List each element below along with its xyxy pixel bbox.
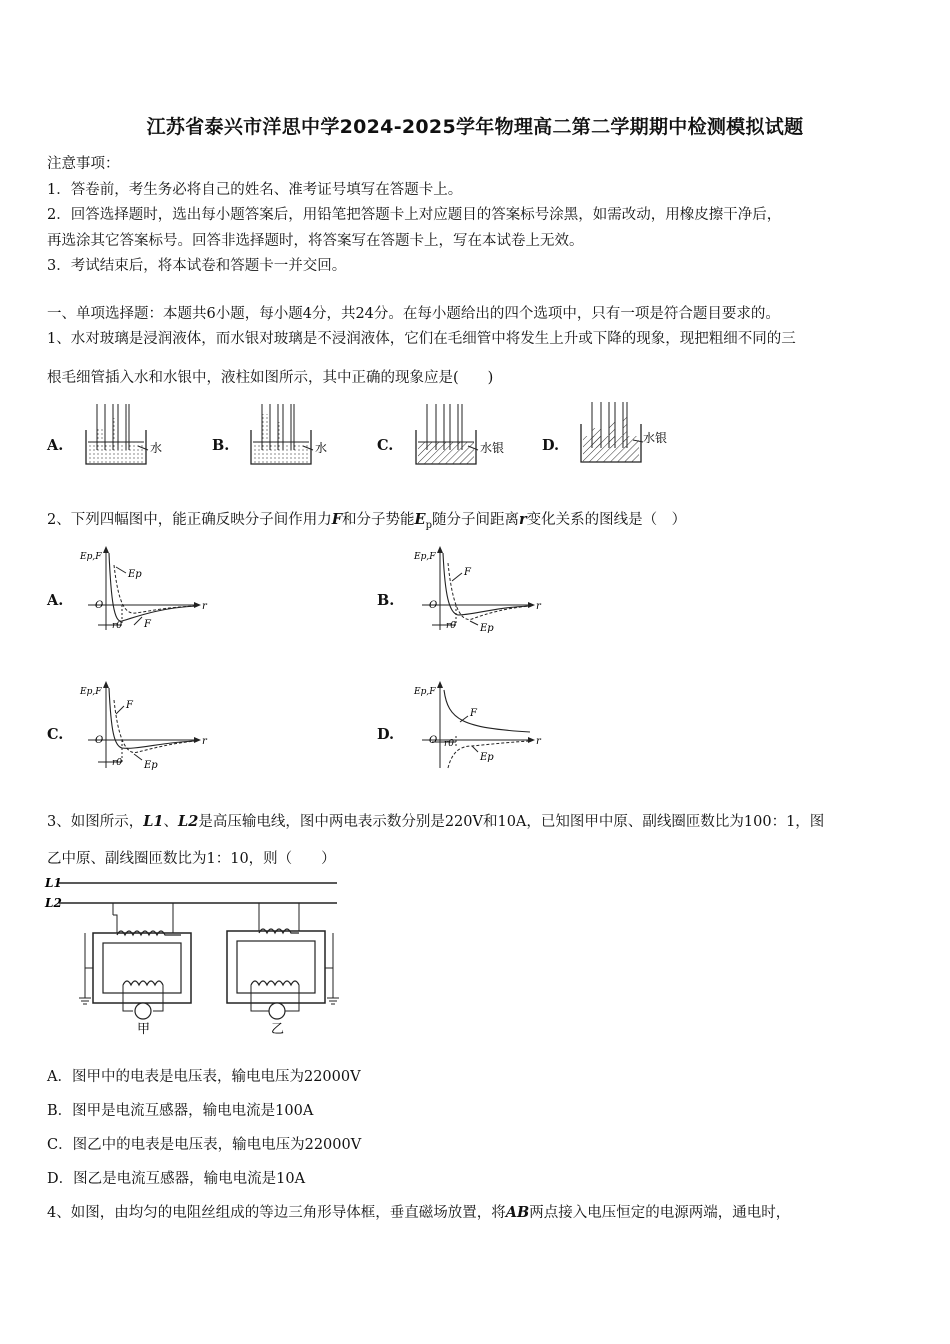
svg-text:F: F <box>470 708 477 719</box>
notice-heading: 注意事项： <box>47 156 120 172</box>
q2-graph-b <box>412 545 542 635</box>
q3-option-a[interactable]: A．图甲中的电表是电压表，输电电压为22000V <box>47 1069 361 1085</box>
svg-text:L2: L2 <box>45 896 62 910</box>
q1-figure-a <box>80 400 180 470</box>
svg-text:r: r <box>202 736 207 747</box>
q1-figure-c <box>410 400 520 470</box>
svg-text:r: r <box>536 736 541 747</box>
q2-option-a[interactable]: A. <box>47 592 64 609</box>
q1-figure-b <box>245 400 345 470</box>
svg-text:Ep,F: Ep,F <box>414 552 436 562</box>
svg-text:Ep: Ep <box>144 760 158 771</box>
q3-option-c[interactable]: C．图乙中的电表是电压表，输电电压为22000V <box>47 1137 362 1153</box>
q1-option-d[interactable]: D. <box>542 437 560 454</box>
svg-text:O: O <box>429 600 438 611</box>
q2-option-d[interactable]: D. <box>377 726 395 743</box>
q1-option-b[interactable]: B. <box>212 437 230 454</box>
svg-text:F: F <box>144 619 151 630</box>
svg-text:Ep,F: Ep,F <box>414 687 436 697</box>
svg-text:r0: r0 <box>444 739 455 749</box>
svg-text:Ep: Ep <box>480 752 494 763</box>
notice-item: 3．考试结束后，将本试卷和答题卡一并交回。 <box>47 258 347 274</box>
q1-liquid-label: 水 <box>315 441 328 455</box>
svg-text:Ep: Ep <box>480 623 494 634</box>
q2-option-b[interactable]: B. <box>377 592 395 609</box>
q4-stem: 4、如图，由均匀的电阻丝组成的等边三角形导体框，垂直磁场放置，将AB两点接入电压恒定的电源两端，通电时， <box>47 1204 791 1221</box>
q2-stem: 2、下列四幅图中，能正确反映分子间作用力F和分子势能$E_p$随分子间距离r变化关系的图线是（ ） <box>47 511 687 531</box>
q3-circuit-figure <box>45 873 345 1043</box>
q1-figure-d <box>575 398 685 468</box>
svg-text:O: O <box>95 600 104 611</box>
svg-text:L1: L1 <box>45 876 62 890</box>
q1-liquid-label: 水 <box>150 441 163 455</box>
q2-option-c[interactable]: C. <box>47 726 64 743</box>
section-heading: 一、单项选择题：本题共6小题，每小题4分，共24分。在每小题给出的四个选项中，只有一项是符合题目要求的。 <box>47 306 780 322</box>
svg-text:Ep,F: Ep,F <box>80 687 102 697</box>
q3-fig-label: 乙 <box>271 1022 285 1037</box>
notice-item: 1．答卷前，考生务必将自己的姓名、准考证号填写在答题卡上。 <box>47 182 463 198</box>
q2-graph-a <box>78 545 208 635</box>
svg-text:F: F <box>464 567 471 578</box>
q1-liquid-label: 水银 <box>643 431 668 445</box>
q1-stem: 1、水对玻璃是浸润液体，而水银对玻璃是不浸润液体，它们在毛细管中将发生上升或下降的现象，现把粗细不同的三 <box>47 331 796 347</box>
q3-fig-label: 甲 <box>137 1022 151 1037</box>
q1-option-c[interactable]: C. <box>377 437 394 454</box>
q3-option-d[interactable]: D．图乙是电流互感器，输电电流是10A <box>47 1171 306 1187</box>
notice-item: 2．回答选择题时，选出每小题答案后，用铅笔把答题卡上对应题目的答案标号涂黑，如需改动，用橡皮擦干净后， <box>47 207 782 223</box>
q2-graph-c <box>78 680 208 775</box>
notice-item: 再选涂其它答案标号。回答非选择题时，将答案写在答题卡上，写在本试卷上无效。 <box>47 233 584 249</box>
page-title: 江苏省泰兴市洋思中学2024-2025学年物理高二第二学期期中检测模拟试题 <box>146 116 804 138</box>
svg-text:r0: r0 <box>112 758 123 768</box>
svg-text:O: O <box>95 735 104 746</box>
q1-liquid-label: 水银 <box>480 441 505 455</box>
svg-text:r0: r0 <box>446 621 457 631</box>
svg-text:r: r <box>202 601 207 612</box>
q3-stem: 乙中原、副线圈匝数比为1：10，则（ ） <box>47 851 336 867</box>
q3-stem: 3、如图所示，L1、L2是高压输电线，图中两电表示数分别是220V和10A，已知图甲中原、副线圈匝数比为100：1，图 <box>47 813 825 830</box>
svg-text:r0: r0 <box>112 621 123 631</box>
svg-text:Ep,F: Ep,F <box>80 552 102 562</box>
q1-option-a[interactable]: A. <box>47 437 64 454</box>
q1-stem: 根毛细管插入水和水银中，液柱如图所示，其中正确的现象应是( ) <box>47 370 494 386</box>
svg-text:O: O <box>429 735 438 746</box>
q3-option-b[interactable]: B．图甲是电流互感器，输电电流是100A <box>47 1103 314 1119</box>
svg-text:Ep: Ep <box>128 569 142 580</box>
q2-graph-d <box>412 680 542 775</box>
svg-text:F: F <box>126 700 133 711</box>
svg-text:r: r <box>536 601 541 612</box>
